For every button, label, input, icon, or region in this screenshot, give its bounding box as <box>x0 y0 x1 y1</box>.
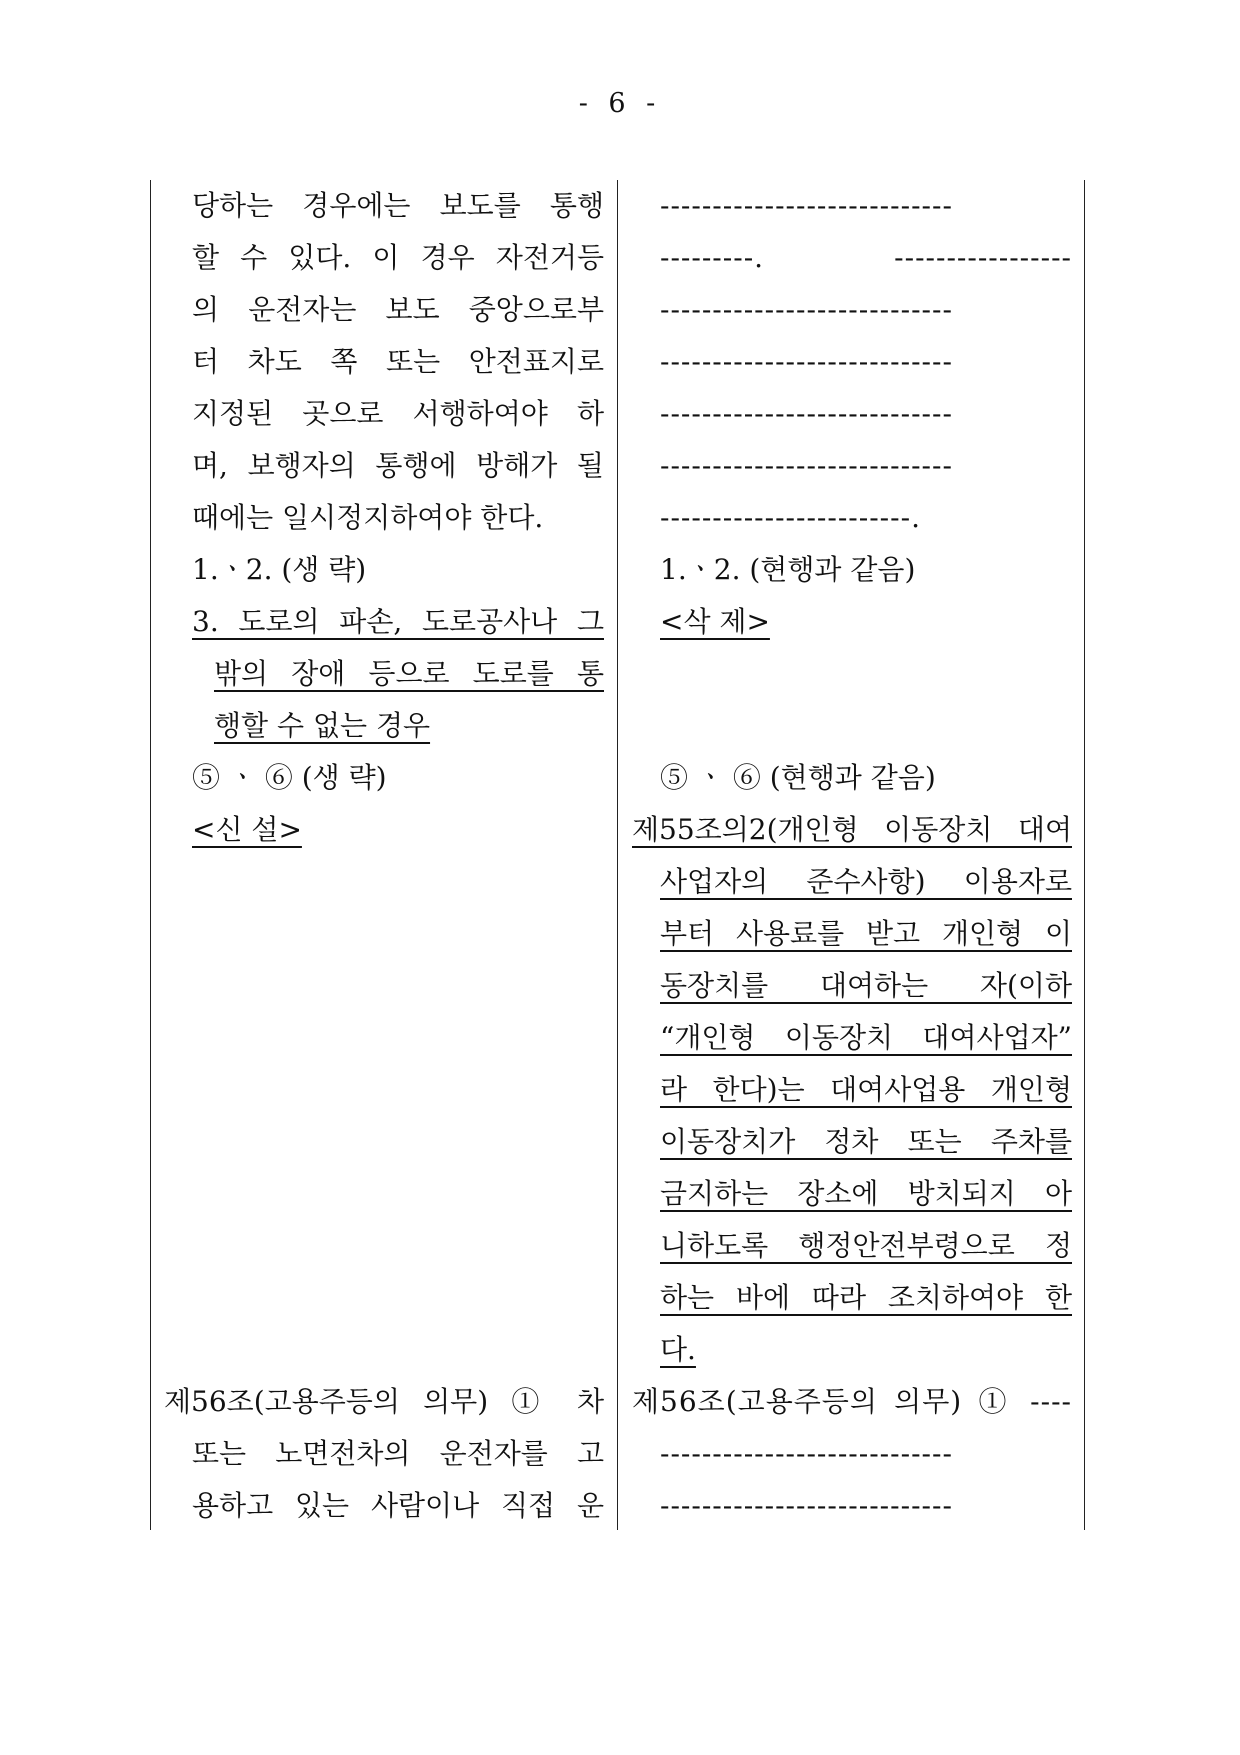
left-item-3-line-3: 행할 수 없는 경우 <box>214 709 431 742</box>
right-article-55-2-line-5: “개인형 이동장치 대여사업자” <box>660 1021 1072 1054</box>
right-article-55-2-line-11: 다. <box>660 1333 696 1366</box>
left-item-1-2: 1.ㆍ2. (생 략) <box>192 553 367 586</box>
left-line-2: 할 수 있다. 이 경우 자전거등 <box>192 241 604 274</box>
left-article-56-line-1: 제56조(고용주등의 의무) ① 차 <box>164 1385 604 1418</box>
comparison-table <box>150 180 1086 1530</box>
page-number: - 6 - <box>578 88 662 119</box>
table-right-border <box>1084 180 1085 1530</box>
right-article-56-line-1: 제56조(고용주등의 의무) ① ---- <box>632 1385 1072 1418</box>
left-article-56-line-2: 또는 노면전차의 운전자를 고 <box>192 1437 604 1470</box>
left-line-7: 때에는 일시정지하여야 한다. <box>192 501 544 534</box>
left-new-placeholder: <신 설> <box>192 813 302 846</box>
right-line-2: ---------. ----------------- <box>660 241 1072 274</box>
right-line-5: ---------------------------- <box>660 397 953 430</box>
right-line-7: ------------------------. <box>660 501 921 534</box>
right-article-56-line-2: ---------------------------- <box>660 1437 953 1470</box>
left-article-56-line-3: 용하고 있는 사람이나 직접 운 <box>192 1489 604 1522</box>
right-line-3: ---------------------------- <box>660 293 953 326</box>
left-items-5-6: ⑤ ㆍ ⑥ (생 략) <box>192 761 387 794</box>
left-line-1: 당하는 경우에는 보도를 통행 <box>192 189 604 222</box>
right-article-55-2-line-10: 하는 바에 따라 조치하여야 한 <box>660 1281 1072 1314</box>
table-column-divider <box>617 180 618 1530</box>
right-line-6: ---------------------------- <box>660 449 953 482</box>
left-line-3: 의 운전자는 보도 중앙으로부 <box>192 293 604 326</box>
right-article-55-2-line-3: 부터 사용료를 받고 개인형 이 <box>660 917 1072 950</box>
right-article-55-2-line-8: 금지하는 장소에 방치되지 아 <box>660 1177 1072 1210</box>
table-left-border <box>150 180 151 1530</box>
left-line-5: 지정된 곳으로 서행하여야 하 <box>192 397 604 430</box>
right-item-1-2: 1.ㆍ2. (현행과 같음) <box>660 553 916 586</box>
right-article-55-2-line-6: 라 한다)는 대여사업용 개인형 <box>660 1073 1072 1106</box>
right-article-55-2-line-4: 동장치를 대여하는 자(이하 <box>660 969 1072 1002</box>
right-article-55-2-title: 제55조의2(개인형 이동장치 대여 <box>632 813 1072 846</box>
right-items-5-6: ⑤ ㆍ ⑥ (현행과 같음) <box>660 761 936 794</box>
right-line-4: ---------------------------- <box>660 345 953 378</box>
right-article-55-2-line-2: 사업자의 준수사항) 이용자로 <box>660 865 1072 898</box>
right-article-55-2-line-7: 이동장치가 정차 또는 주차를 <box>660 1125 1072 1158</box>
left-line-4: 터 차도 쪽 또는 안전표지로 <box>192 345 604 378</box>
right-article-56-line-3: ---------------------------- <box>660 1489 953 1522</box>
left-line-6: 며, 보행자의 통행에 방해가 될 <box>192 449 604 482</box>
right-line-1: ---------------------------- <box>660 189 953 222</box>
left-item-3-line-2: 밖의 장애 등으로 도로를 통 <box>214 657 604 690</box>
left-item-3-line-1: 3. 도로의 파손, 도로공사나 그 <box>192 605 604 638</box>
right-deleted-marker: <삭 제> <box>660 605 770 638</box>
right-article-55-2-line-9: 니하도록 행정안전부령으로 정 <box>660 1229 1072 1262</box>
